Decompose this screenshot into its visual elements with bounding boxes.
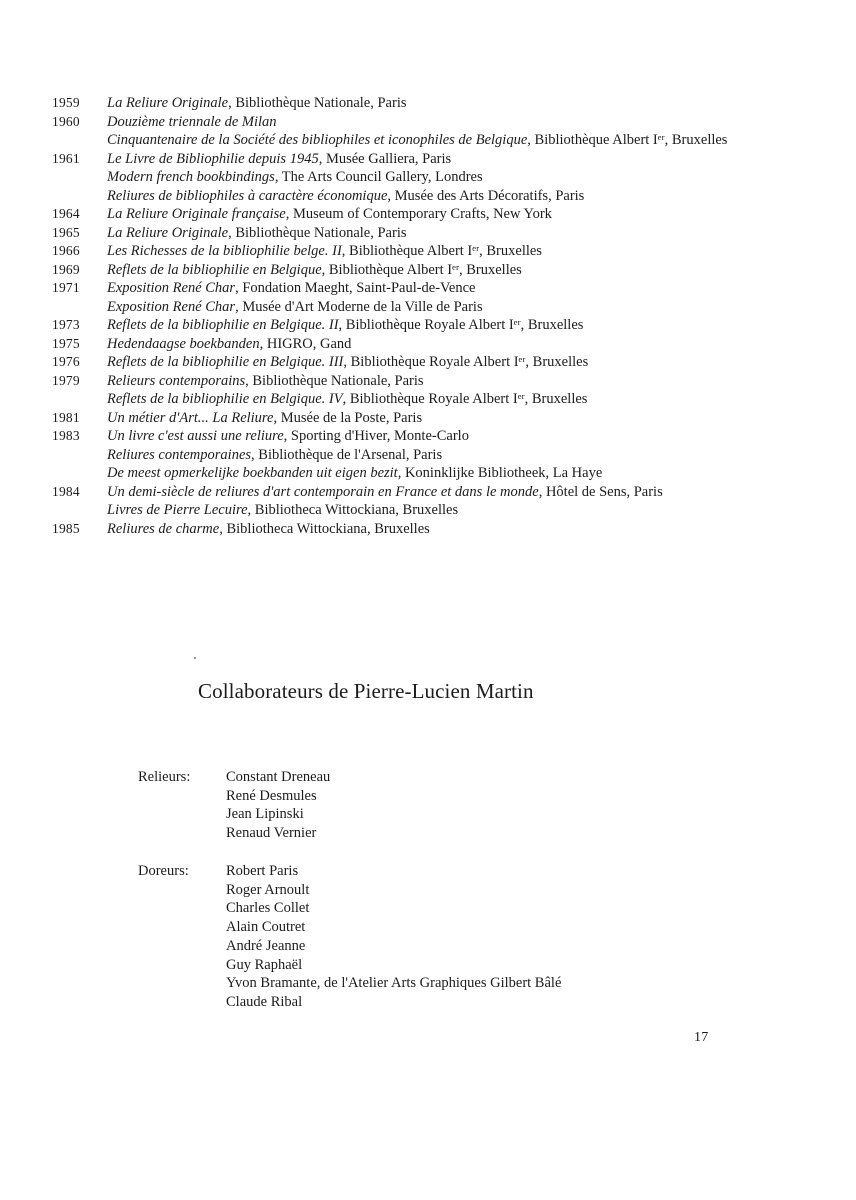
exhibition-venue: , The Arts Council Gallery, Londres bbox=[274, 169, 483, 185]
exhibition-venue: , Musée des Arts Décoratifs, Paris bbox=[387, 187, 585, 204]
exhibition-year: 1971 bbox=[52, 280, 80, 295]
exhibition-entry bbox=[52, 113, 732, 132]
exhibition-title: Un livre c'est aussi une reliure bbox=[107, 428, 284, 444]
exhibition-venue: , Bibliothèque Nationale, Paris bbox=[228, 224, 407, 241]
exhibition-title: Modern french bookbindings bbox=[107, 169, 275, 185]
exhibition-title: Relieurs contemporains bbox=[107, 372, 246, 389]
exhibition-text bbox=[107, 131, 732, 150]
exhibition-title: La Reliure Originale française bbox=[107, 206, 286, 222]
exhibition-text bbox=[107, 168, 732, 187]
exhibition-text bbox=[107, 242, 732, 261]
exhibition-text bbox=[107, 113, 732, 132]
exhibition-year: 1984 bbox=[52, 483, 80, 499]
exhibition-venue: , Bibliothèque Albert Iᵉʳ, Bruxelles bbox=[341, 243, 542, 259]
exhibition-text bbox=[107, 335, 732, 354]
exhibition-title: Les Richesses de la bibliophilie belge. II bbox=[107, 243, 342, 259]
exhibition-entry bbox=[52, 427, 732, 446]
exhibition-year: 1960 bbox=[52, 113, 80, 129]
page-number: 17 bbox=[694, 1030, 709, 1045]
exhibition-text bbox=[107, 205, 732, 224]
exhibition-entry bbox=[52, 520, 732, 539]
exhibition-entry bbox=[52, 446, 732, 465]
exhibition-title: Exposition René Char bbox=[107, 280, 236, 296]
exhibition-text bbox=[107, 372, 732, 391]
exhibition-entry bbox=[52, 168, 732, 187]
exhibition-entry bbox=[52, 372, 732, 391]
exhibition-text bbox=[107, 187, 732, 206]
exhibition-venue: , Bibliothèque Albert Iᵉʳ, Bruxelles bbox=[527, 132, 728, 148]
collaborator-name: André Jeanne bbox=[226, 937, 306, 954]
relieurs-label: Relieurs: bbox=[138, 769, 191, 785]
exhibition-year: 1979 bbox=[52, 372, 80, 388]
exhibition-title: Le Livre de Bibliophilie depuis 1945 bbox=[107, 150, 319, 167]
exhibition-text bbox=[107, 501, 732, 520]
collaborator-name: Renaud Vernier bbox=[226, 825, 317, 842]
collaborator-name: Roger Arnoult bbox=[226, 881, 310, 898]
exhibition-year: 1981 bbox=[52, 409, 80, 425]
collaborator-name: Guy Raphaël bbox=[226, 956, 303, 973]
exhibition-venue: , Musée de la Poste, Paris bbox=[273, 409, 423, 426]
exhibition-entry bbox=[52, 131, 732, 150]
section-title: Collaborateurs de Pierre-Lucien Martin bbox=[198, 679, 534, 703]
exhibition-title: Livres de Pierre Lecuire bbox=[107, 502, 248, 518]
exhibition-text bbox=[107, 409, 732, 428]
exhibition-text bbox=[107, 224, 732, 243]
exhibition-text bbox=[107, 298, 732, 317]
exhibition-entry bbox=[52, 483, 732, 502]
relieurs-group bbox=[138, 768, 738, 843]
exhibition-venue: , Fondation Maeght, Saint-Paul-de-Vence bbox=[235, 280, 476, 296]
exhibition-title: Reliures contemporaines bbox=[107, 446, 252, 463]
exhibition-venue: , Bibliotheca Wittockiana, Bruxelles bbox=[219, 520, 430, 537]
exhibition-entry bbox=[52, 390, 732, 409]
exhibition-year: 1975 bbox=[52, 335, 80, 351]
exhibition-title: Reflets de la bibliophilie en Belgique. IV bbox=[107, 391, 343, 407]
exhibition-year: 1969 bbox=[52, 261, 80, 277]
exhibition-text bbox=[107, 464, 732, 483]
exhibition-text bbox=[107, 353, 732, 372]
exhibition-text bbox=[107, 316, 732, 335]
exhibition-venue: , Musée d'Art Moderne de la Ville de Paris bbox=[235, 298, 483, 315]
exhibition-title: La Reliure Originale bbox=[107, 224, 229, 241]
exhibition-title: Douzième triennale de Milan bbox=[107, 113, 277, 130]
exhibition-venue: , Bibliothèque de l'Arsenal, Paris bbox=[251, 446, 443, 463]
exhibition-year: 1983 bbox=[52, 428, 80, 443]
exhibition-entry bbox=[52, 205, 732, 224]
doreurs-label: Doreurs: bbox=[138, 863, 189, 879]
exhibition-text bbox=[107, 483, 732, 502]
doreurs-names bbox=[226, 862, 738, 1012]
exhibition-venue: , Bibliothèque Royale Albert Iᵉʳ, Bruxelles bbox=[343, 354, 589, 370]
exhibition-title: Exposition René Char bbox=[107, 298, 236, 315]
exhibition-venue: , Koninklijke Bibliotheek, La Haye bbox=[397, 465, 603, 481]
exhibition-title: Un métier d'Art... La Reliure bbox=[107, 409, 274, 426]
collaborator-name: Charles Collet bbox=[226, 900, 310, 917]
exhibition-entry bbox=[52, 298, 732, 317]
exhibition-title: Hedendaagse boekbanden bbox=[107, 335, 260, 352]
collaborator-name: Claude Ribal bbox=[226, 993, 303, 1010]
exhibition-list bbox=[52, 94, 732, 538]
exhibition-year: 1959 bbox=[52, 95, 80, 110]
exhibition-venue: , Musée Galliera, Paris bbox=[318, 150, 452, 167]
decorative-dot bbox=[194, 657, 196, 659]
exhibition-entry bbox=[52, 353, 732, 372]
exhibition-title: La Reliure Originale bbox=[107, 95, 229, 111]
exhibition-text bbox=[107, 390, 732, 409]
exhibition-venue: , Hôtel de Sens, Paris bbox=[538, 483, 663, 500]
exhibition-venue: , Sporting d'Hiver, Monte-Carlo bbox=[283, 428, 469, 444]
exhibition-venue: , Bibliothèque Royale Albert Iᵉʳ, Bruxelles bbox=[342, 391, 588, 407]
exhibition-text bbox=[107, 150, 732, 169]
exhibition-text bbox=[107, 261, 732, 280]
exhibition-entry bbox=[52, 187, 732, 206]
exhibition-year: 1973 bbox=[52, 317, 80, 332]
exhibition-entry bbox=[52, 150, 732, 169]
exhibition-year: 1964 bbox=[52, 206, 80, 221]
exhibition-entry bbox=[52, 224, 732, 243]
exhibition-year: 1961 bbox=[52, 150, 80, 166]
exhibition-text bbox=[107, 520, 732, 539]
exhibition-venue: , Bibliothèque Royale Albert Iᵉʳ, Bruxelles bbox=[338, 317, 584, 333]
exhibition-venue: , HIGRO, Gand bbox=[259, 335, 352, 352]
exhibition-venue: , Bibliothèque Albert Iᵉʳ, Bruxelles bbox=[321, 261, 522, 278]
exhibition-title: Un demi-siècle de reliures d'art contemporain en France et dans le monde bbox=[107, 483, 539, 500]
exhibition-entry bbox=[52, 279, 732, 298]
collaborator-name: Constant Dreneau bbox=[226, 769, 331, 785]
exhibition-entry bbox=[52, 335, 732, 354]
exhibition-text bbox=[107, 427, 732, 446]
collaborator-name: René Desmules bbox=[226, 787, 317, 804]
exhibition-title: De meest opmerkelijke boekbanden uit eigen bezit bbox=[107, 465, 398, 481]
exhibition-title: Reflets de la bibliophilie en Belgique. III bbox=[107, 354, 344, 370]
exhibition-title: Reliures de bibliophiles à caractère économique bbox=[107, 187, 388, 204]
exhibition-entry bbox=[52, 242, 732, 261]
collaborator-name: Yvon Bramante, de l'Atelier Arts Graphiques Gilbert Bâlé bbox=[226, 975, 562, 992]
exhibition-title: Reflets de la bibliophilie en Belgique bbox=[107, 261, 322, 278]
collaborator-name: Jean Lipinski bbox=[226, 806, 304, 823]
exhibition-venue: , Bibliothèque Nationale, Paris bbox=[228, 95, 407, 111]
exhibition-text bbox=[107, 446, 732, 465]
exhibition-title: Reflets de la bibliophilie en Belgique. II bbox=[107, 317, 339, 333]
exhibition-year: 1965 bbox=[52, 224, 80, 240]
relieurs-names bbox=[226, 768, 738, 843]
exhibition-text bbox=[107, 94, 732, 113]
exhibition-venue: , Bibliothèque Nationale, Paris bbox=[245, 372, 424, 389]
exhibition-venue: , Museum of Contemporary Crafts, New York bbox=[285, 206, 552, 222]
exhibition-year: 1966 bbox=[52, 243, 80, 258]
exhibition-title: Reliures de charme bbox=[107, 520, 220, 537]
exhibition-year: 1976 bbox=[52, 354, 80, 369]
exhibition-entry bbox=[52, 409, 732, 428]
exhibition-venue: , Bibliotheca Wittockiana, Bruxelles bbox=[247, 502, 459, 518]
exhibition-entry bbox=[52, 94, 732, 113]
exhibition-entry bbox=[52, 261, 732, 280]
collaborator-name: Alain Coutret bbox=[226, 919, 306, 936]
exhibition-entry bbox=[52, 464, 732, 483]
doreurs-group bbox=[138, 862, 738, 1012]
collaborator-name: Robert Paris bbox=[226, 863, 299, 879]
exhibition-year: 1985 bbox=[52, 520, 80, 536]
exhibition-entry bbox=[52, 501, 732, 520]
exhibition-entry bbox=[52, 316, 732, 335]
exhibition-text bbox=[107, 279, 732, 298]
exhibition-title: Cinquantenaire de la Société des bibliophiles et iconophiles de Belgique bbox=[107, 132, 528, 148]
